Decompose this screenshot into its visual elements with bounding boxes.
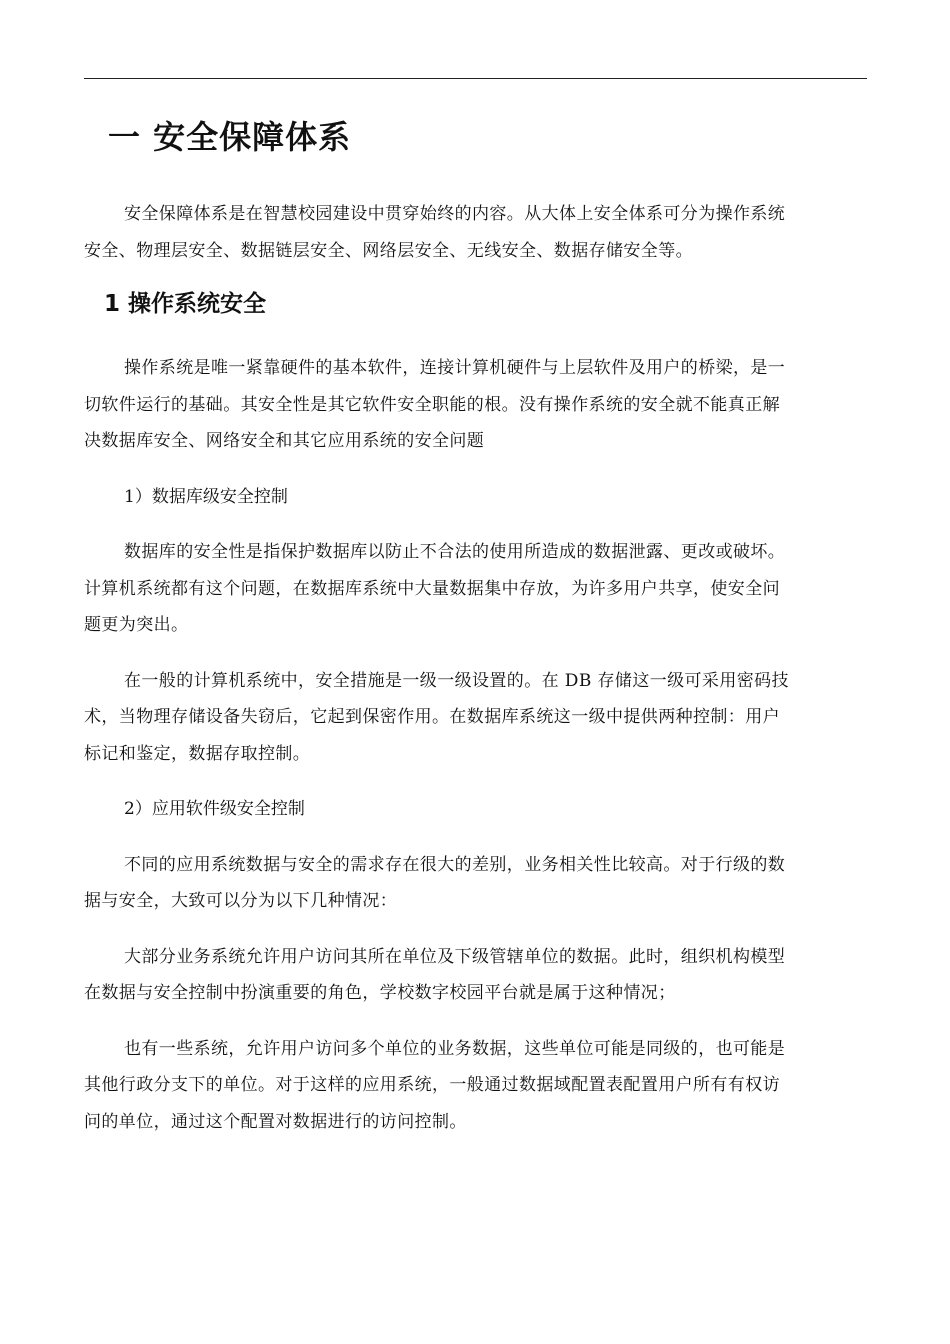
text-line: 大部分业务系统允许用户访问其所在单位及下级管辖单位的数据。此时，组织机构模型: [124, 946, 786, 967]
text-line: 操作系统是唯一紧靠硬件的基本软件，连接计算机硬件与上层软件及用户的桥梁，是一: [124, 358, 786, 378]
header-rule: [84, 78, 867, 79]
os-paragraph: [84, 350, 864, 460]
text-line: 也有一些系统，允许用户访问多个单位的业务数据，这些单位可能是同级的，也可能是: [124, 1038, 786, 1059]
section-heading: 1 操作系统安全: [104, 291, 267, 317]
text-line: 计算机系统都有这个问题，在数据库系统中大量数据集中存放，为许多用户共享，使安全问: [84, 578, 780, 599]
document-body: [84, 112, 864, 1140]
text-line: 标记和鉴定，数据存取控制。: [84, 743, 311, 764]
chapter-heading: 一 安全保障体系: [108, 118, 352, 156]
text-line: 问的单位，通过这个配置对数据进行的访问控制。: [84, 1111, 467, 1132]
app-paragraph-1: [84, 847, 864, 920]
subsection-heading: 2）应用软件级安全控制: [124, 799, 305, 819]
text-line: 安全、物理层安全、数据链层安全、网络层安全、无线安全、数据存储安全等。: [84, 240, 693, 261]
text-line: 切软件运行的基础。其安全性是其它软件安全职能的根。没有操作系统的安全就不能真正解: [84, 394, 780, 415]
text-line: 题更为突出。: [84, 615, 189, 635]
subsection-heading: 1）数据库级安全控制: [124, 486, 288, 507]
text-line: 决数据库安全、网络安全和其它应用系统的安全问题: [84, 431, 485, 451]
text-line: 安全保障体系是在智慧校园建设中贯穿始终的内容。从大体上安全体系可分为操作系统: [124, 204, 786, 224]
text-line: 术，当物理存储设备失窃后，它起到保密作用。在数据库系统这一级中提供两种控制：用户: [84, 707, 780, 727]
app-paragraph-3: [84, 1031, 864, 1141]
text-line: 不同的应用系统数据与安全的需求存在很大的差别，业务相关性比较高。对于行级的数: [124, 854, 786, 875]
text-line: 数据库的安全性是指保护数据库以防止不合法的使用所造成的数据泄露、更改或破坏。: [124, 542, 786, 562]
text-line: 在一般的计算机系统中，安全措施是一级一级设置的。在 DB 存储这一级可采用密码技: [124, 670, 789, 691]
text-line: 其他行政分支下的单位。对于这样的应用系统，一般通过数据域配置表配置用户所有有权访: [84, 1075, 780, 1095]
text-line: 据与安全，大致可以分为以下几种情况：: [84, 891, 398, 911]
db-paragraph-1: [84, 534, 864, 644]
db-paragraph-2: [84, 663, 864, 773]
app-paragraph-2: [84, 939, 864, 1012]
text-line: 在数据与安全控制中扮演重要的角色，学校数字校园平台就是属于这种情况；: [84, 983, 676, 1003]
intro-paragraph: [84, 196, 864, 269]
